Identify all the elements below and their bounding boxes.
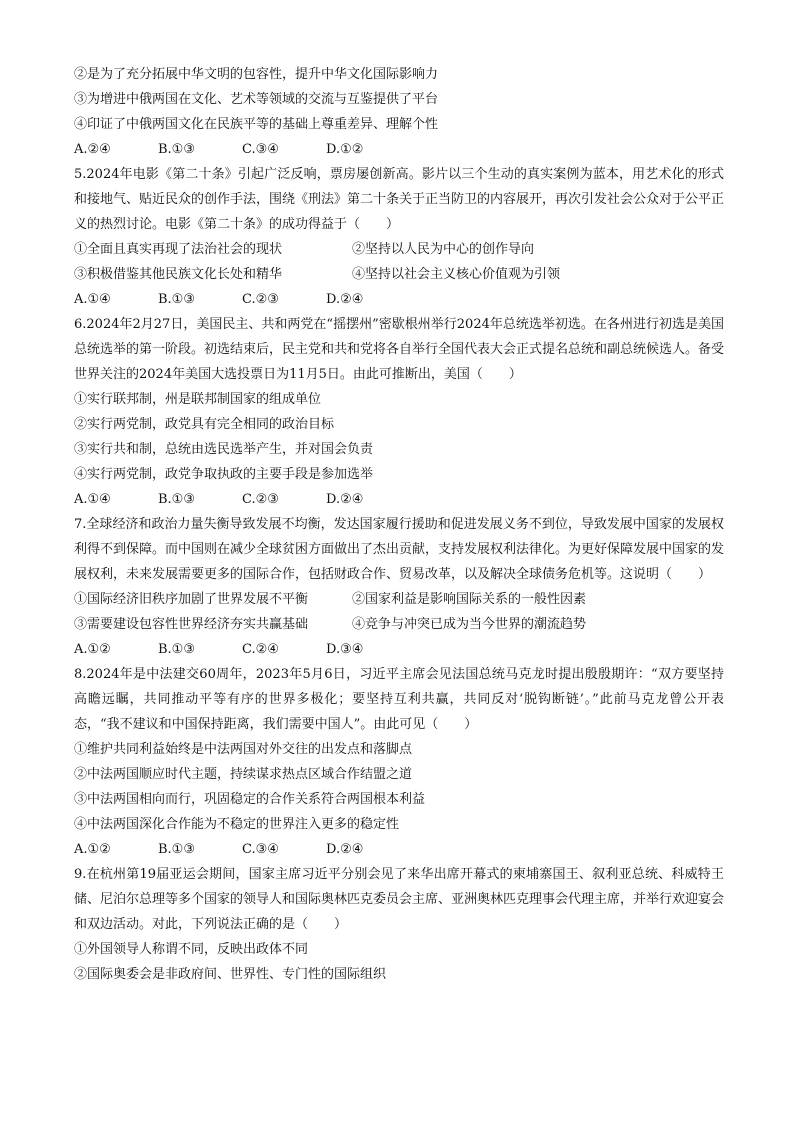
option-item: ②国家利益是影响国际关系的一般性因素 xyxy=(352,592,587,607)
exam-page xyxy=(74,62,724,987)
option-item: ①外国领导人称谓不同，反映出政体不同 xyxy=(74,942,309,957)
choice-a: A.①② xyxy=(74,642,111,657)
option-item: ③积极借鉴其他民族文化长处和精华 xyxy=(74,267,283,282)
choice-d: D.②④ xyxy=(326,842,364,857)
choice-c: C.②④ xyxy=(242,642,279,657)
choice-b: B.①③ xyxy=(158,142,195,157)
choice-a: A.①④ xyxy=(74,492,111,507)
option-item: ②坚持以人民为中心的创作导向 xyxy=(352,242,535,257)
question-8-stem: 8.2024年是中法建交60周年，2023年5月6日，习近平主席会见法国总统马克龙时提出殷殷期许：“双方要坚持高瞻远瞩，共同推动平等有序的世界多极化；要坚持互利共赢，共同反对‘脱钩断链’。”此前马克龙曾公开表态，“我不建议和中国保持距离，我们需要中国人”。由此可见（ ） xyxy=(74,667,724,732)
option-item: ④竞争与冲突已成为当今世界的潮流趋势 xyxy=(352,617,587,632)
choice-b: B.①③ xyxy=(158,842,195,857)
choice-d: D.②④ xyxy=(326,292,364,307)
option-row xyxy=(74,237,724,262)
option-item: ③中法两国相向而行，巩固稳定的合作关系符合两国根本利益 xyxy=(74,792,426,807)
choice-a: A.①④ xyxy=(74,292,111,307)
option-item: ④印证了中俄两国文化在民族平等的基础上尊重差异、理解个性 xyxy=(74,117,439,132)
choice-a: A.②④ xyxy=(74,142,111,157)
option-item: ②国际奥委会是非政府间、世界性、专门性的国际组织 xyxy=(74,967,387,982)
choice-c: C.③④ xyxy=(242,842,279,857)
answer-choices xyxy=(74,637,724,662)
option-item: ③需要建设包容性世界经济夯实共赢基础 xyxy=(74,617,309,632)
answer-choices xyxy=(74,837,724,862)
option-item: ①全面且真实再现了法治社会的现状 xyxy=(74,242,283,257)
answer-choices xyxy=(74,287,724,312)
option-item: ④实行两党制，政党争取执政的主要手段是参加选举 xyxy=(74,467,374,482)
answer-choices xyxy=(74,137,724,162)
question-5-stem: 5.2024年电影《第二十条》引起广泛反响，票房屡创新高。影片以三个生动的真实案例为蓝本，用艺术化的形式和接地气、贴近民众的创作手法，围绕《刑法》第二十条关于正当防卫的内容展开，再次引发社会公众对于公平正义的热烈讨论。电影《第二十条》的成功得益于（ ） xyxy=(74,167,725,232)
answer-choices xyxy=(74,487,724,512)
option-row xyxy=(74,612,724,637)
choice-d: D.③④ xyxy=(326,642,364,657)
option-item: ①维护共同利益始终是中法两国对外交往的出发点和落脚点 xyxy=(74,742,413,757)
option-item: ③为增进中俄两国在文化、艺术等领域的交流与互鉴提供了平台 xyxy=(74,92,439,107)
option-item: ④中法两国深化合作能为不稳定的世界注入更多的稳定性 xyxy=(74,817,400,832)
option-row xyxy=(74,262,724,287)
option-item: ②是为了充分拓展中华文明的包容性，提升中华文化国际影响力 xyxy=(74,67,439,82)
choice-d: D.②④ xyxy=(326,492,364,507)
question-6-stem: 6.2024年2月27日，美国民主、共和两党在“摇摆州”密歇根州举行2024年总统选举初选。在各州进行初选是美国总统选举的第一阶段。初选结束后，民主党和共和党将各自举行全国代表大会正式提名总统和副总统候选人。备受世界关注的2024年美国大选投票日为11月5日。由此可推断出，美国（ ） xyxy=(74,317,725,382)
question-7-stem: 7.全球经济和政治力量失衡导致发展不均衡，发达国家履行援助和促进发展义务不到位，导致发展中国家的发展权利得不到保障。而中国则在减少全球贫困方面做出了杰出贡献，支持发展权利法律化。为更好保障发展中国家的发展权利，未来发展需要更多的国际合作，包括财政合作、贸易改革，以及解决全球债务危机等。这说明（ ） xyxy=(74,517,725,582)
option-item: ①实行联邦制，州是联邦制国家的组成单位 xyxy=(74,392,322,407)
option-item: ③实行共和制，总统由选民选举产生，并对国会负责 xyxy=(74,442,374,457)
option-item: ②中法两国顺应时代主题，持续谋求热点区域合作结盟之道 xyxy=(74,767,413,782)
choice-a: A.①② xyxy=(74,842,111,857)
choice-b: B.①③ xyxy=(158,642,195,657)
choice-c: C.②③ xyxy=(242,292,279,307)
choice-b: B.①③ xyxy=(158,292,195,307)
choice-d: D.①② xyxy=(326,142,364,157)
choice-c: C.③④ xyxy=(242,142,279,157)
option-item: ②实行两党制，政党具有完全相同的政治目标 xyxy=(74,417,335,432)
choice-b: B.①③ xyxy=(158,492,195,507)
option-item: ①国际经济旧秩序加剧了世界发展不平衡 xyxy=(74,592,309,607)
option-row xyxy=(74,587,724,612)
choice-c: C.②③ xyxy=(242,492,279,507)
question-9-stem: 9.在杭州第19届亚运会期间，国家主席习近平分别会见了来华出席开幕式的柬埔寨国王、叙利亚总统、科威特王储、尼泊尔总理等多个国家的领导人和国际奥林匹克委员会主席、亚洲奥林匹克理事会代理主席，并举行欢迎宴会和双边活动。对此，下列说法正确的是（ ） xyxy=(74,867,725,932)
option-item: ④坚持以社会主义核心价值观为引领 xyxy=(352,267,561,282)
